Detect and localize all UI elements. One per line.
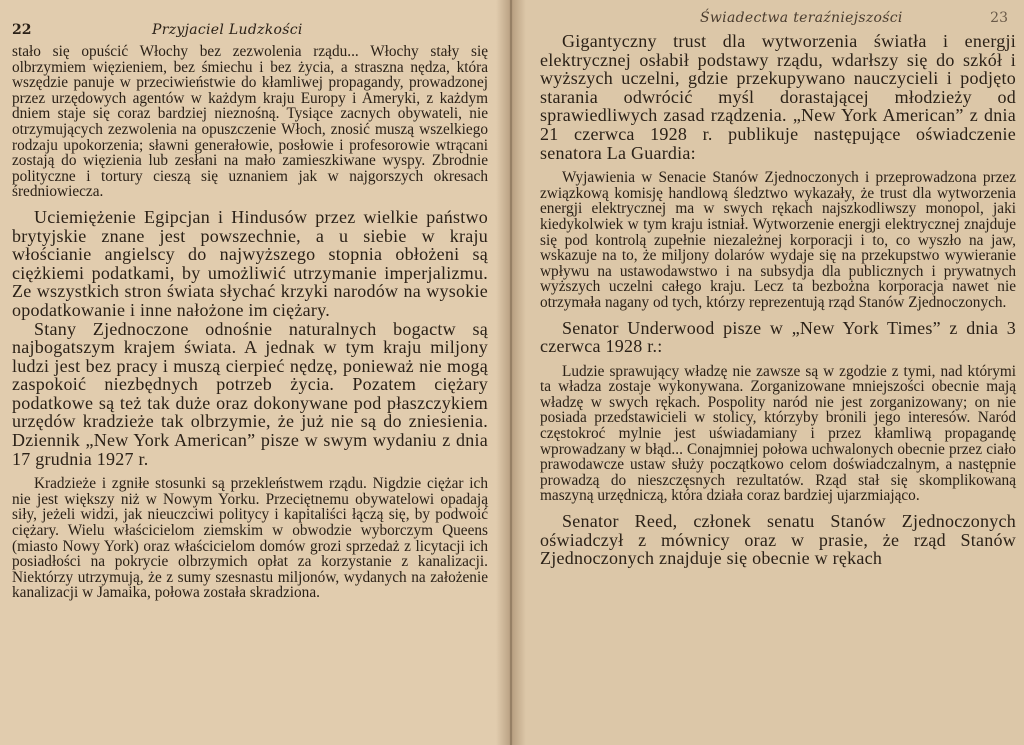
left-page-header [12, 18, 488, 44]
running-title: Przyjaciel Ludzkości [152, 22, 303, 38]
left-page [0, 0, 510, 745]
quoted-paragraph: Wyjawienia w Senacie Stanów Zjednoczonych i przeprowadzona przez związkową komisję handlową śledztwo wykazały, że trust dla wytworzenia energji elektrycznej ma w swych rękach najszkodliwszy monopol, jaki kiedykolwiek w tym kraju istniał. Wytworzenie energji elektrycznej znajduje się pod kontrolą zupełnie niezależnej korporacji i to, co wyszło na jaw, wskazuje na to, że miljony dolarów wydaje się na przekupstwo wywieranie wpływu na ustawodawstwo i na subsydja dla publicznych i prywatnych wyższych uczelni całego kraju. Lecz ta bezbożna korporacja nawet nie otrzymała nagany od tych, którzy reprezentują rząd Stanów Zjednoczonych. [540, 169, 1016, 311]
paragraph: Stany Zjednoczone odnośnie naturalnych bogactw są najbogatszym krajem świata. A jednak w tym kraju miljony ludzi jest bez pracy i muszą cierpieć nędzę, ponieważ nie mogą zaspokoić niezbędnych potrzeb życia. Pozatem ciężary podatkowe są też tak duże oraz dokonywane pod płaszczykiem urzędów kradzieże tak olbrzymie, że już nie są do zniesienia. Dziennik „New York American” pisze w swym wydaniu z dnia 17 grudnia 1927 r. [12, 318, 488, 469]
page-number: 23 [990, 10, 1008, 26]
quoted-paragraph: Kradzieże i zgniłe stosunki są przekleństwem rządu. Nigdzie ciężar ich nie jest większy niż w Nowym Yorku. Przeciętnemu obywatelowi opadają siły, jeżeli widzi, jak nieuczciwi politycy i kapitaliści łączą się, by podwoić ciężary. Wielu właścicielom ziemskim w obwodzie wyborczym Queens (miasto Nowy York) oraz właścicielom domów grozi sprzedaż z licytacji ich posiadłości na pokrycie olbrzymich opłat za korzystanie z kanalizacji. Niektórzy utrzymują, że z sumy szesnastu miljonów, wydanych na założenie kanalizacji w Jamaika, połowa została skradziona. [12, 475, 488, 602]
paragraph: Senator Reed, członek senatu Stanów Zjednoczonych oświadczył z mównicy oraz w prasie, że rząd Stanów Zjednoczonych znajduje się obecnie w rękach [540, 511, 1016, 569]
running-title: Świadectwa teraźniejszości [700, 10, 903, 26]
page-number: 22 [12, 22, 32, 38]
paragraph: stało się opuścić Włochy bez zezwolenia rządu... Włochy stały się olbrzymiem więzieniem, bez śmiechu i bez życia, a straszna nędza, która wszędzie panuje w przeciwieństwie do kłamliwej propagandy, prowadzonej przez urzędowych agentów w każdym kraju Europy i Ameryki, z każdym dniem staje się coraz bardziej nieznośną. Tysiące zacnych obywateli, nie otrzymujących zezwolenia na opuszczenie Włoch, znosić muszą wszelkiego rodzaju upokorzenia; sławni generałowie, posłowie i profesorowie wtrącani zostają do więzienia lub zesłani na mało zamieszkiwane wyspy. Zbrodnie polityczne i tortury cieszą się uznaniem jak w najgorszych okresach średniowiecza. [12, 43, 488, 201]
paragraph: Gigantyczny trust dla wytworzenia światła i energji elektrycznej osłabił podstawy rządu, wdarłszy się do szkół i wyższych uczelni, gdzie przekupywano nauczycieli i podjęto starania odwrócić myśl dorastającej młodzieży od sprawiedliwych zasad rządzenia. „New York American” z dnia 21 czerwca 1928 r. publikuje następujące oświadczenie senatora La Guardia: [540, 31, 1016, 163]
book-gutter [496, 0, 526, 745]
quoted-paragraph: Ludzie sprawujący władzę nie zawsze są w zgodzie z tymi, nad którymi ta władza zostaje wykonywana. Zorganizowane mniejszości obecnie mają władzę w swych rękach. Pospolity naród nie jest zorganizowany; on nie posiada przedstawicieli w stolicy, którzyby bronili jego interesów. Naród częstokroć mylnie jest uświadamiany i przez kłamliwą propagandę wprowadzany w błąd... Conajmniej połowa uchwalonych obecnie przez ciało prawodawcze ustaw służy początkowo celom doświadczalnym, a następnie prowadzą do nieszczęsnych rezultatów. Rząd stał się skomplikowaną maszyną urzędniczą, która działa coraz bardziej ujarzmiająco. [540, 362, 1016, 505]
paragraph: Uciemiężenie Egipcjan i Hindusów przez wielkie państwo brytyjskie znane jest powszechnie, a u siebie w kraju włościanie angielscy do najwyższego stopnia obłożeni są ciężkiemi podatkami, by umożliwić utrzymanie imperjalizmu. Ze wszystkich stron świata słychać krzyki narodów na wysokie opodatkowanie i inne nałożone im ciężary. [12, 206, 488, 320]
paragraph: Senator Underwood pisze w „New York Times” z dnia 3 czerwca 1928 r.: [540, 317, 1016, 357]
right-page-header [540, 6, 1016, 32]
right-page [510, 0, 1024, 745]
